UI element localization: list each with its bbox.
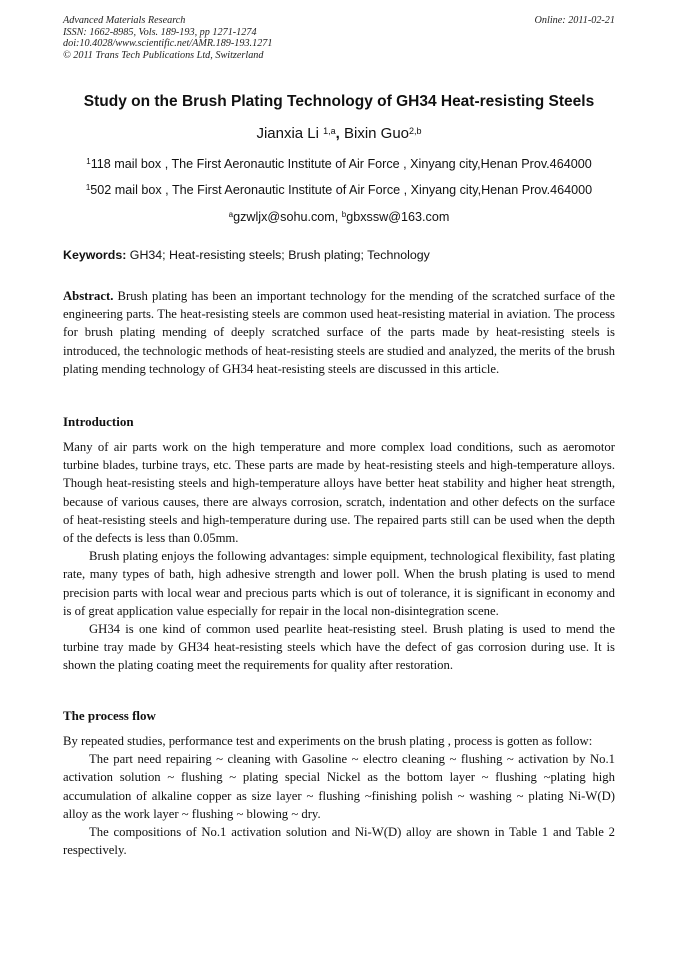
paragraph: The compositions of No.1 activation solution and Ni-W(D) alloy are shown in Table 1 and Table 2 respectively. — [63, 825, 615, 858]
affiliation-text: 118 mail box , The First Aeronautic Institute of Air Force , Xinyang city,Henan Prov.464000 — [90, 157, 592, 171]
introduction-body — [63, 438, 615, 675]
section-heading-process-flow: The process flow — [63, 708, 156, 723]
abstract — [63, 287, 615, 378]
paper-title: Study on the Brush Plating Technology of GH34 Heat-resisting Steels — [83, 93, 595, 110]
keywords — [63, 247, 615, 263]
paragraph: Brush plating enjoys the following advantages: simple equipment, technological flexibility, fast plating rate, many types of bath, high adhesive strength and lower poll. When the brush plating is used to mend precision parts with local wear and precious parts which is out of tolerance, it is significant in economy and is of great application value especially for repair in the local non-disintegration scene. — [63, 549, 615, 618]
email-link[interactable]: gbxssw@163.com — [346, 210, 450, 224]
affiliation-2 — [30, 182, 648, 198]
email-mark: a — [228, 210, 234, 219]
affiliation-text: 502 mail box , The First Aeronautic Institute of Air Force , Xinyang city,Henan Prov.464000 — [90, 183, 593, 197]
author-separator: , — [335, 125, 340, 142]
section-heading-introduction: Introduction — [63, 414, 134, 429]
doi-line: doi:10.4028/www.scientific.net/AMR.189-193.1271 — [63, 38, 273, 50]
email-mark: b — [341, 210, 347, 219]
email-link[interactable]: gzwljx@sohu.com, — [233, 210, 342, 224]
author-affiliation-mark: 2,b — [409, 126, 422, 136]
abstract-text: Brush plating has been an important technology for the mending of the scratched surface of the engineering parts. The heat-resisting steels are common used heat-resisting material in aviation. The process for brush plating mending of deeply scratched surface of the parts made by heat-resisting steels is introduced, the technologic methods of heat-resisting steels are studied and analyzed, the merits of the brush plating mending technology of GH34 heat-resisting steels are discussed in this article. — [63, 289, 615, 376]
copyright-line: © 2011 Trans Tech Publications Ltd, Switzerland — [63, 49, 264, 61]
journal-name: Advanced Materials Research — [63, 15, 186, 26]
author-affiliation-mark: 1,a — [323, 126, 336, 136]
keywords-label: Keywords: — [63, 248, 127, 262]
author-emails — [30, 209, 648, 225]
keywords-text: GH34; Heat-resisting steels; Brush plating; Technology — [126, 248, 430, 262]
paragraph: GH34 is one kind of common used pearlite heat-resisting steel. Brush plating is used to mend the turbine tray made by GH34 heat-resisting steels which have the defect of gas corrosion during use. It is shown the plating coating meet the requirements for quality after restoration. — [63, 622, 615, 673]
abstract-label: Abstract. — [63, 289, 114, 303]
author-name: Jianxia Li — [256, 125, 324, 142]
paragraph: The part need repairing ~ cleaning with Gasoline ~ electro cleaning ~ flushing ~ activation by No.1 activation solution ~ flushing ~ plating special Nickel as the bottom layer ~ flushing ~plating high accumulation of alkaline copper as size layer ~ flushing ~finishing polish ~ washing ~ plating Ni-W(D) alloy as the work layer ~ flushing ~ blowing ~ dry. — [63, 752, 615, 821]
author-name: Bixin Guo — [339, 125, 410, 142]
affiliation-mark: 1 — [85, 183, 91, 192]
affiliation-1 — [30, 156, 648, 172]
affiliation-mark: 1 — [86, 157, 91, 166]
process-flow-body — [63, 732, 615, 859]
online-date: Online: 2011-02-21 — [534, 15, 615, 26]
author-list — [30, 124, 648, 144]
journal-header — [63, 15, 615, 61]
paragraph: By repeated studies, performance test and experiments on the brush plating , process is gotten as follow: — [63, 734, 593, 748]
issn-line: ISSN: 1662-8985, Vols. 189-193, pp 1271-1274 — [63, 26, 257, 38]
paragraph: Many of air parts work on the high temperature and more complex load conditions, such as aeromotor turbine blades, turbine trays, etc. These parts are made by heat-resisting steels and high-temperature alloys. Though heat-resisting steels and high-temperature alloys have better heat stability and higher heat strength, because of various causes, there are always corrosion, scratch, indentation and other defects on the surface of heat-resisting steels and high-temperature during use. The repaired parts still can be used when the depth of the defects is less than 0.05mm. — [63, 440, 615, 546]
